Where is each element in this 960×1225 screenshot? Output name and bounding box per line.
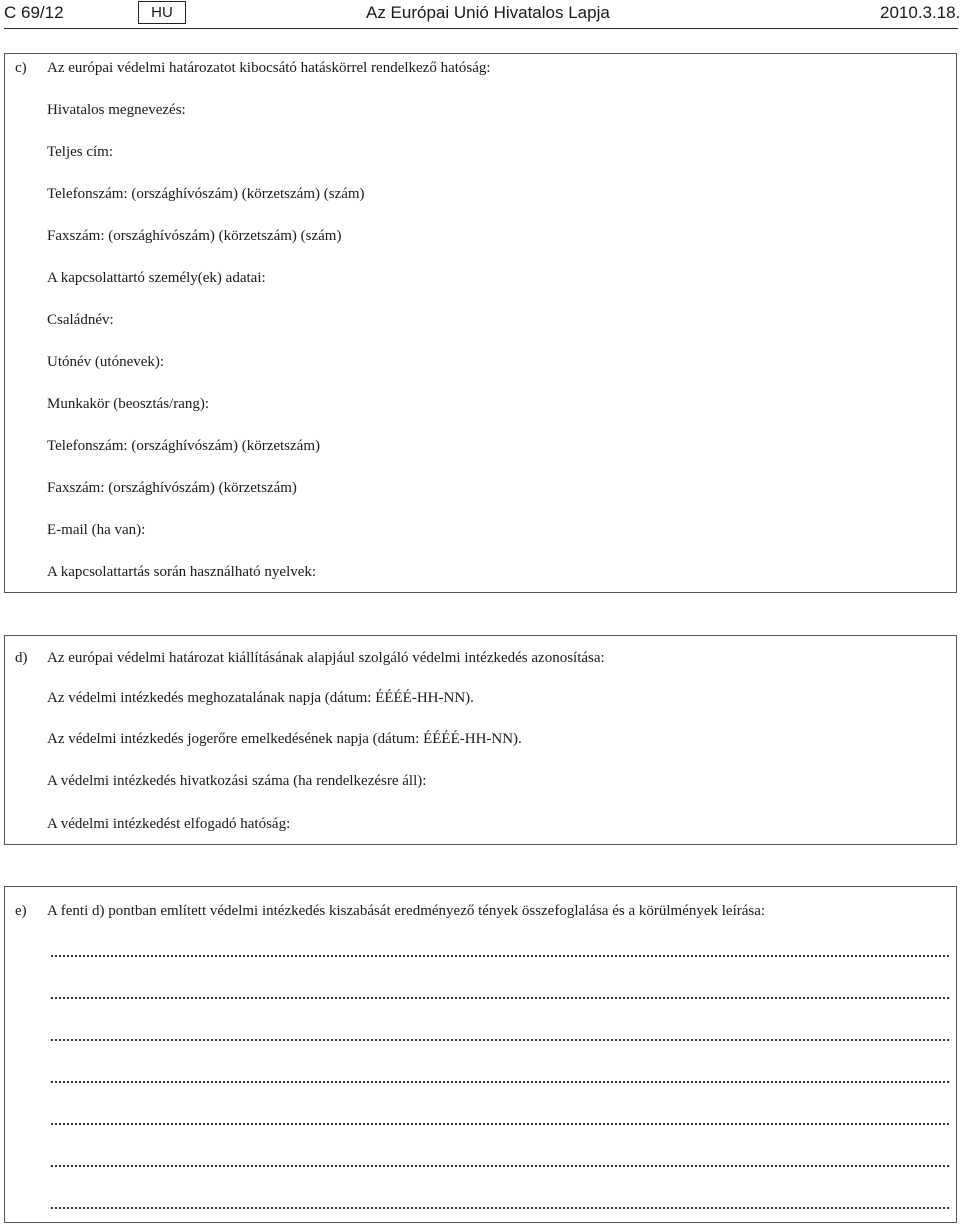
surname-field[interactable]: Családnév: xyxy=(47,312,114,328)
email-field[interactable]: E-mail (ha van): xyxy=(47,522,146,538)
contact-fax-field[interactable]: Faxszám: (országhívószám) (körzetszám) xyxy=(47,480,297,496)
section-e-box xyxy=(4,886,957,1223)
issue-date: 2010.3.18. xyxy=(880,3,960,22)
contact-persons-heading: A kapcsolattartó személy(ek) adatai: xyxy=(47,270,266,286)
answer-line[interactable] xyxy=(51,1111,949,1125)
page-number: C 69/12 xyxy=(4,3,64,22)
answer-line[interactable] xyxy=(51,1195,949,1209)
fax-field[interactable]: Faxszám: (országhívószám) (körzetszám) (szám) xyxy=(47,228,342,244)
answer-line[interactable] xyxy=(51,985,949,999)
language-badge: HU xyxy=(138,1,186,24)
measure-final-date-field[interactable]: Az védelmi intézkedés jogerőre emelkedésének napja (dátum: ÉÉÉÉ-HH-NN). xyxy=(47,731,522,747)
journal-header xyxy=(0,0,960,28)
header-rule xyxy=(4,28,958,29)
section-d-title: Az európai védelmi határozat kiállításának alapjául szolgáló védelmi intézkedés azonosítása: xyxy=(47,650,605,666)
answer-line[interactable] xyxy=(51,1027,949,1041)
answer-line[interactable] xyxy=(51,1069,949,1083)
section-e-title: A fenti d) pontban említett védelmi intézkedés kiszabását eredményező tények összefoglalása és a körülmények leírása: xyxy=(47,903,766,919)
answer-line[interactable] xyxy=(51,943,949,957)
section-e-letter: e) xyxy=(15,903,27,919)
section-c-box xyxy=(4,53,957,593)
journal-title: Az Európai Unió Hivatalos Lapja xyxy=(366,3,610,22)
section-c-title: Az európai védelmi határozatot kibocsátó hatáskörrel rendelkező hatóság: xyxy=(47,60,491,76)
phone-field[interactable]: Telefonszám: (országhívószám) (körzetszám) (szám) xyxy=(47,186,365,202)
measure-date-field[interactable]: Az védelmi intézkedés meghozatalának napja (dátum: ÉÉÉÉ-HH-NN). xyxy=(47,690,474,706)
section-d-box xyxy=(4,635,957,845)
section-c-letter: c) xyxy=(15,60,27,76)
languages-field[interactable]: A kapcsolattartás során használható nyelvek: xyxy=(47,564,317,580)
official-name-field[interactable]: Hivatalos megnevezés: xyxy=(47,102,186,118)
measure-authority-field[interactable]: A védelmi intézkedést elfogadó hatóság: xyxy=(47,816,291,832)
forename-field[interactable]: Utónév (utónevek): xyxy=(47,354,165,370)
position-field[interactable]: Munkakör (beosztás/rang): xyxy=(47,396,210,412)
contact-phone-field[interactable]: Telefonszám: (országhívószám) (körzetszám) xyxy=(47,438,320,454)
full-address-field[interactable]: Teljes cím: xyxy=(47,144,114,160)
section-d-letter: d) xyxy=(15,650,28,666)
measure-reference-field[interactable]: A védelmi intézkedés hivatkozási száma (ha rendelkezésre áll): xyxy=(47,773,427,789)
answer-line[interactable] xyxy=(51,1153,949,1167)
